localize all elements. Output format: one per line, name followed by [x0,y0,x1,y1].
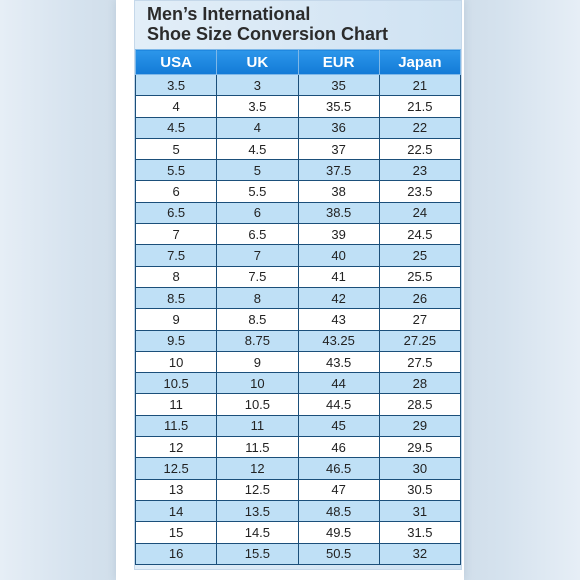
cell-uk: 13.5 [217,500,298,521]
cell-uk: 14.5 [217,522,298,543]
cell-uk: 3.5 [217,96,298,117]
cell-usa: 5.5 [136,160,217,181]
table-row [136,138,461,159]
chart-card [116,0,464,580]
cell-uk: 4 [217,117,298,138]
cell-uk: 15.5 [217,543,298,564]
cell-uk: 8.5 [217,309,298,330]
cell-japan: 23.5 [379,181,460,202]
cell-japan: 27.5 [379,351,460,372]
cell-eur: 39 [298,224,379,245]
cell-japan: 27.25 [379,330,460,351]
column-header-japan: Japan [379,50,460,75]
table-row [136,479,461,500]
cell-usa: 12 [136,437,217,458]
cell-japan: 31 [379,500,460,521]
cell-usa: 9 [136,309,217,330]
table-row [136,202,461,223]
table-row [136,415,461,436]
chart-title [147,4,388,44]
table-row [136,266,461,287]
cell-japan: 24.5 [379,224,460,245]
cell-eur: 45 [298,415,379,436]
cell-eur: 48.5 [298,500,379,521]
column-header-eur: EUR [298,50,379,75]
cell-usa: 6 [136,181,217,202]
cell-usa: 4 [136,96,217,117]
cell-uk: 7 [217,245,298,266]
conversion-table [135,49,461,565]
table-row [136,96,461,117]
cell-usa: 7.5 [136,245,217,266]
cell-usa: 11 [136,394,217,415]
cell-eur: 44 [298,373,379,394]
cell-japan: 27 [379,309,460,330]
cell-japan: 22 [379,117,460,138]
cell-japan: 21 [379,75,460,96]
cell-usa: 16 [136,543,217,564]
cell-uk: 10.5 [217,394,298,415]
cell-eur: 46.5 [298,458,379,479]
cell-uk: 11 [217,415,298,436]
cell-eur: 35.5 [298,96,379,117]
table-row [136,117,461,138]
cell-uk: 6.5 [217,224,298,245]
cell-eur: 43 [298,309,379,330]
cell-japan: 30 [379,458,460,479]
table-row [136,287,461,308]
cell-uk: 6 [217,202,298,223]
cell-usa: 7 [136,224,217,245]
background-right [450,0,580,580]
background-left [0,0,130,580]
cell-japan: 25.5 [379,266,460,287]
cell-usa: 10 [136,351,217,372]
cell-japan: 28.5 [379,394,460,415]
table-row [136,351,461,372]
cell-usa: 10.5 [136,373,217,394]
table-row [136,500,461,521]
chart-title-line1: Men’s International [147,4,311,24]
cell-uk: 12 [217,458,298,479]
cell-japan: 22.5 [379,138,460,159]
cell-uk: 5.5 [217,181,298,202]
size-chart [134,0,462,570]
cell-uk: 3 [217,75,298,96]
cell-eur: 43.25 [298,330,379,351]
cell-eur: 49.5 [298,522,379,543]
table-row [136,75,461,96]
cell-uk: 8.75 [217,330,298,351]
cell-uk: 10 [217,373,298,394]
table-row [136,330,461,351]
cell-usa: 5 [136,138,217,159]
cell-usa: 14 [136,500,217,521]
cell-uk: 11.5 [217,437,298,458]
table-row [136,522,461,543]
cell-uk: 8 [217,287,298,308]
cell-uk: 4.5 [217,138,298,159]
column-header-uk: UK [217,50,298,75]
cell-japan: 31.5 [379,522,460,543]
cell-eur: 47 [298,479,379,500]
cell-uk: 12.5 [217,479,298,500]
cell-usa: 3.5 [136,75,217,96]
header-row [136,50,461,75]
cell-eur: 43.5 [298,351,379,372]
cell-eur: 44.5 [298,394,379,415]
cell-eur: 38 [298,181,379,202]
table-row [136,543,461,564]
cell-usa: 4.5 [136,117,217,138]
cell-usa: 11.5 [136,415,217,436]
table-row [136,181,461,202]
cell-eur: 36 [298,117,379,138]
table-body [136,75,461,565]
cell-japan: 21.5 [379,96,460,117]
cell-usa: 13 [136,479,217,500]
cell-usa: 6.5 [136,202,217,223]
cell-eur: 41 [298,266,379,287]
cell-uk: 5 [217,160,298,181]
cell-japan: 30.5 [379,479,460,500]
cell-eur: 35 [298,75,379,96]
cell-japan: 23 [379,160,460,181]
table-row [136,373,461,394]
cell-japan: 26 [379,287,460,308]
cell-eur: 42 [298,287,379,308]
cell-usa: 8.5 [136,287,217,308]
table-row [136,437,461,458]
column-header-usa: USA [136,50,217,75]
cell-japan: 24 [379,202,460,223]
table-row [136,309,461,330]
cell-japan: 25 [379,245,460,266]
chart-title-line2: Shoe Size Conversion Chart [147,24,389,44]
cell-japan: 32 [379,543,460,564]
cell-uk: 7.5 [217,266,298,287]
table-row [136,160,461,181]
cell-eur: 46 [298,437,379,458]
cell-japan: 29 [379,415,460,436]
cell-eur: 40 [298,245,379,266]
cell-eur: 50.5 [298,543,379,564]
cell-japan: 29.5 [379,437,460,458]
cell-uk: 9 [217,351,298,372]
cell-japan: 28 [379,373,460,394]
cell-usa: 8 [136,266,217,287]
table-row [136,458,461,479]
cell-usa: 12.5 [136,458,217,479]
table-row [136,245,461,266]
cell-eur: 38.5 [298,202,379,223]
table-row [136,394,461,415]
table-row [136,224,461,245]
cell-usa: 15 [136,522,217,543]
cell-eur: 37.5 [298,160,379,181]
cell-eur: 37 [298,138,379,159]
cell-usa: 9.5 [136,330,217,351]
